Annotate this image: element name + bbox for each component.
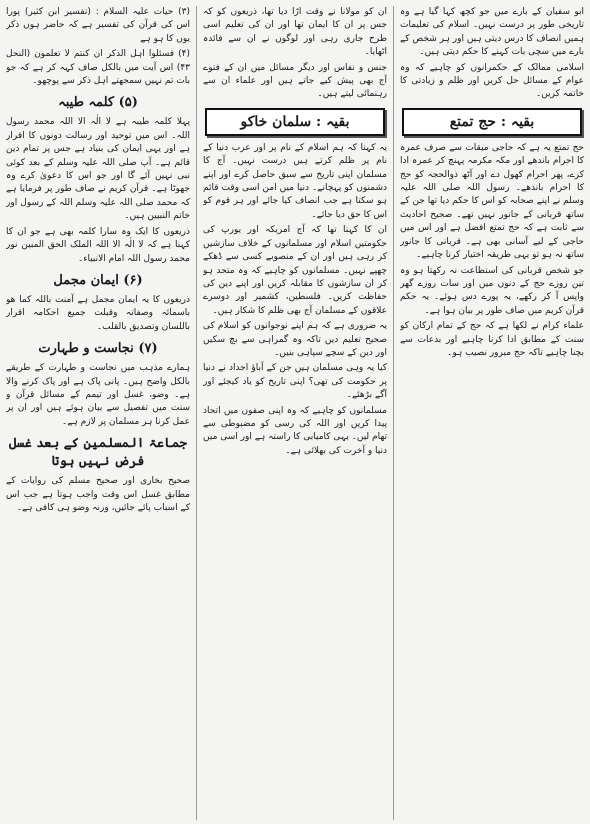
paragraph: علماء کرام نے لکھا ہے کہ حج کے تمام ارکان کو سنت کے مطابق ادا کرنا چاہیے اور بدعات سے بچنا چاہیے تاکہ حج مبرور نصیب ہو۔ [400,321,584,358]
column-divider [393,6,394,820]
section-heading: جماعۃ المسلمین کے بعد غسل فرض نہیں ہوتا [8,436,188,470]
paragraph: پہلا کلمہ طیبہ ہے لا الٰہ الا اللہ محمد رسول اللہ۔ اس میں توحید اور رسالت دونوں کا اقرار ہے اور یہی ایمان کی بنیاد ہے جس پر تمام دین قائم ہے۔ آپ صلی اللہ علیہ وسلم کے بعد کوئی نبی نہیں آئے گا اور جو اس کا دعویٰ کرے وہ جھوٹا ہے۔ قرآن کریم نے صاف طور پر فرمایا ہے کہ محمد صلی اللہ علیہ وسلم اللہ کے رسول اور خاتم النبیین ہیں۔ [6,117,190,222]
column-divider [196,6,197,820]
section-heading: (۷) نجاست و طہارت [38,341,158,357]
section-heading: (۵) کلمہ طیبہ [58,95,138,111]
paragraph: ان کا کہنا تھا کہ آج امریکہ اور یورپ کی حکومتیں اسلام اور مسلمانوں کے خلاف سازشیں کر رہی ہیں اور ان کے منصوبے کسی سے ڈھکے چھپے نہیں۔ مسلمانوں کو چاہیے کہ وہ متحد ہو کر ان سازشوں کا مقابلہ کریں اور اپنے دین کی حفاظت کریں۔ فلسطین، کشمیر اور دوسرے علاقوں کے مسلمان آج بھی ظلم کا شکار ہیں۔ [203,225,387,316]
paragraph: کیا یہ وہی مسلمان ہیں جن کے آباؤ اجداد نے دنیا پر حکومت کی تھی؟ اپنی تاریخ کو یاد کیجئے اور آگے بڑھئے۔ [203,363,387,401]
paragraph: صحیح بخاری اور صحیح مسلم کی روایات کے مطابق غسل اس وقت واجب ہوتا ہے جب اس کے اسباب پائے جائیں، ورنہ وضو ہی کافی ہے۔ [6,476,190,513]
continued-banner: بقیہ : سلمان خاکو [205,108,385,136]
paragraph: یہ ضروری ہے کہ ہم اپنے نوجوانوں کو اسلام کی صحیح تعلیم دیں تاکہ وہ گمراہی سے بچ سکیں اور دین کے سچے سپاہی بنیں۔ [203,321,387,358]
paragraph: جنس و نفاس اور دیگر مسائل میں ان کے فتوے آج بھی پیش کیے جاتے ہیں اور علماء ان سے رہنمائی لیتے ہیں۔ [203,62,387,100]
column-right [6,6,190,820]
paragraph: اسلامی ممالک کے حکمرانوں کو چاہیے کہ وہ عوام کے مسائل حل کریں اور ظلم و زیادتی کا خاتمہ کریں۔ [400,62,584,100]
paragraph: حج تمتع یہ ہے کہ حاجی میقات سے صرف عمرہ کا احرام باندھے اور مکہ مکرمہ پہنچ کر عمرہ ادا کرے، پھر احرام کھول دے اور آٹھ ذوالحجہ کو حج کا احرام باندھے۔ رسول اللہ صلی اللہ علیہ وسلم نے اپنے صحابہ کو اس کا حکم دیا تھا جن کے ساتھ قربانی کے جانور نہیں تھے۔ صحیح احادیث سے ثابت ہے کہ حج تمتع افضل ہے اور اس میں حاجی کے لیے آسانی بھی ہے۔ قربانی کا جانور ساتھ نہ ہو تو یہی طریقہ اختیار کرنا چاہیے۔ [400,142,584,261]
column-left [400,6,584,820]
paragraph: ذریعوں کا یہ ایمان مجمل ہے آمنت باللہ کما ھو باسمائہ وصفاتہ وقبلت جمیع احکامہ اقرار باللسان وتصدیق بالقلب۔ [6,294,190,332]
paragraph: ان کو مولانا نے وقت اڑا دیا تھا، ذریعوں کو کہ جس پر ان کا ایمان تھا اور ان کی تعلیم اسی طرح جاری رہی اور لوگوں نے ان سے فائدہ اٹھایا۔ [203,7,387,58]
paragraph: یہ کہنا کہ ہم اسلام کے نام پر اور عرب دنیا کے نام پر ظلم کرتے ہیں درست نہیں۔ آج کا مسلمان اپنی تاریخ سے سبق حاصل کرے اور اپنے دشمنوں کو پہچانے۔ دنیا میں امن اسی وقت قائم ہو سکتا ہے جب انصاف کیا جائے اور ہر قوم کو اس کا حق دیا جائے۔ [203,142,387,220]
paragraph: ہمارے مذہب میں نجاست و طہارت کے طریقے بالکل واضح ہیں۔ پانی پاک ہے اور پاک کرنے والا ہے۔ وضو، غسل اور تیمم کے مسائل قرآن و سنت میں تفصیل سے بیان ہوئے ہیں اور ان پر عمل کرنا ہر مسلمان پر لازم ہے۔ [6,363,190,427]
paragraph: (۴) فسئلوا اہل الذکر ان کنتم لا تعلمون (النحل ۴۳) اس آیت میں بالکل صاف کہہ کر ہے کہ جو بات تم نہیں سمجھتے اہل ذکر سے پوچھو۔ [6,49,190,87]
paragraph: مسلمانوں کو چاہیے کہ وہ اپنی صفوں میں اتحاد پیدا کریں اور اللہ کی رسی کو مضبوطی سے تھام لیں۔ یہی کامیابی کا راستہ ہے اور اسی میں دنیا و آخرت کی بھلائی ہے۔ [203,405,387,456]
paragraph: ابو سفیان کے بارے میں جو کچھ کہا گیا ہے وہ تاریخی طور پر درست نہیں۔ اسلام کی تعلیمات ہمیں انصاف کا درس دیتی ہیں اور ہر شخص کے بارے میں سچی بات کہنے کا حکم دیتی ہیں۔ [400,7,584,58]
continued-banner: بقیہ : حج تمتع [402,108,582,136]
section-heading: (۶) ایمان مجمل [53,272,143,288]
paragraph: ذریعوں کا ایک وہ سارا کلمہ بھی ہے جو ان کا کہنا ہے کہ لا الٰہ الا اللہ الملک الحق المبین نور محمد رسول اللہ امام الانبیاء۔ [6,226,190,264]
paragraph: جو شخص قربانی کی استطاعت نہ رکھتا ہو وہ تین روزے حج کے دنوں میں اور سات روزے گھر واپس آ کر رکھے، یہ پورے دس ہوئے۔ یہ حکم قرآن کریم میں صاف طور پر بیان ہوا ہے۔ [400,265,584,316]
column-middle [203,6,387,820]
paragraph: (۳) حیات علیہ السلام : (تفسیر ابن کثیر) پورا اس کی قرآن کی تفسیر ہے کہ حاضر ہوں ذکر یوں کا ہو ہے [6,7,190,44]
